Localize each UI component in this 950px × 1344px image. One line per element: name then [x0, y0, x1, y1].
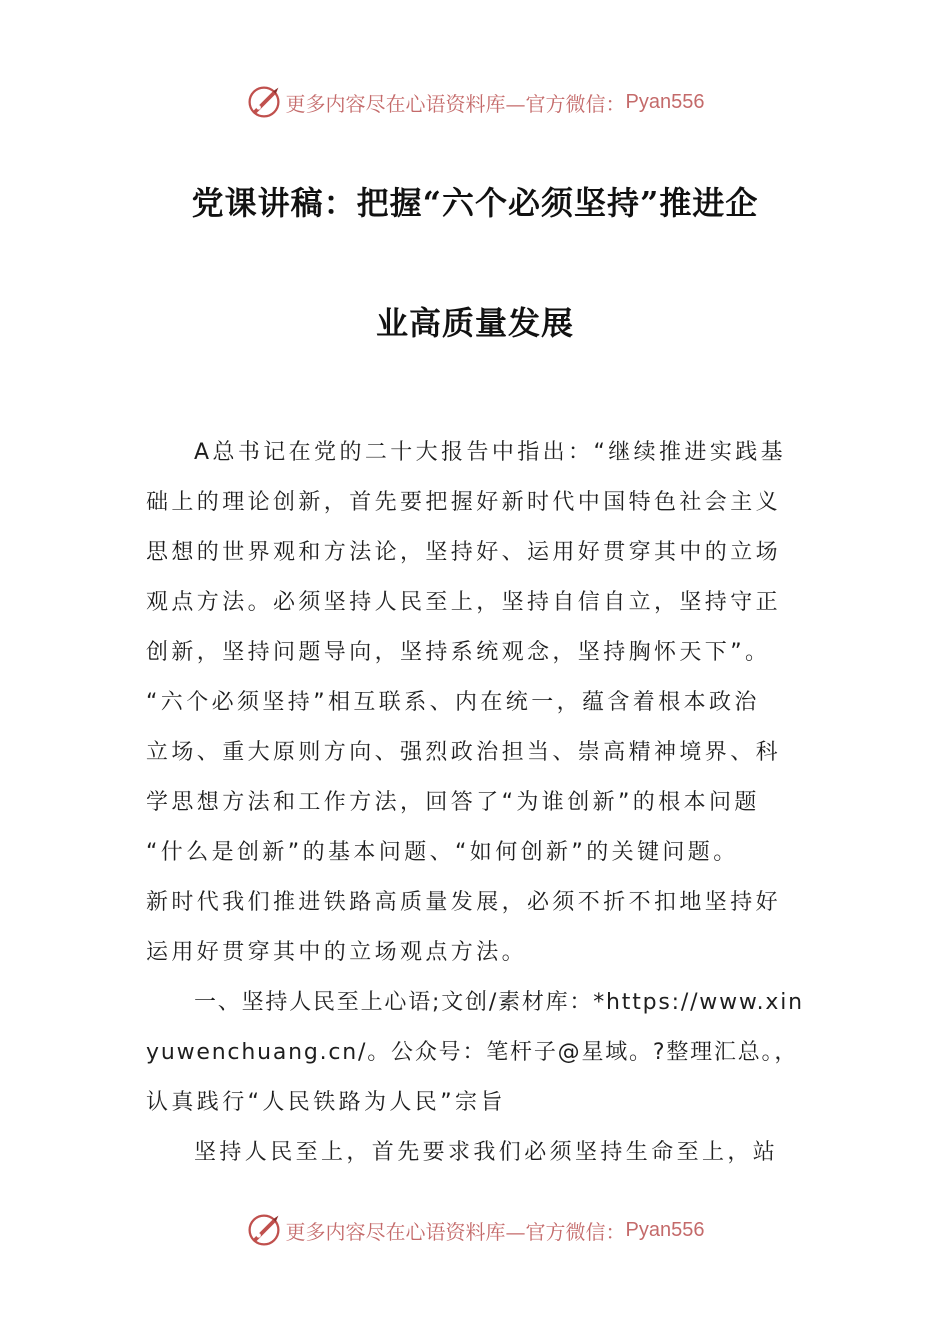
section-heading-line: 认真践行“人民铁路为人民”宗旨: [146, 1090, 506, 1115]
pen-quill-circle-icon: [246, 84, 282, 120]
body-line: “六个必须坚持”相互联系、内在统一，蕴含着根本政治: [146, 690, 760, 715]
body-line: 创新，坚持问题导向，坚持系统观念，坚持胸怀天下”。: [146, 640, 771, 665]
body-line: 思想的世界观和方法论，坚持好、运用好贯穿其中的立场: [146, 540, 782, 565]
body-line: “什么是创新”的基本问题、“如何创新”的关键问题。: [146, 840, 739, 865]
body-line: 观点方法。必须坚持人民至上，坚持自信自立，坚持守正: [146, 590, 782, 615]
pen-quill-circle-icon: [246, 1212, 282, 1248]
watermark-text-en: Pyan556: [625, 1218, 705, 1241]
body-line: 坚持人民至上，首先要求我们必须坚持生命至上，站: [194, 1140, 779, 1165]
body-line: 础上的理论创新，首先要把握好新时代中国特色社会主义: [146, 490, 782, 515]
watermark-header: [0, 82, 950, 122]
body-line: 运用好贯穿其中的立场观点方法。: [146, 940, 528, 965]
body-line: A总书记在党的二十大报告中指出：“继续推进实践基: [194, 440, 787, 465]
watermark-text-cn: 更多内容尽在心语资料库—官方微信：: [285, 1219, 626, 1244]
document-title-line-2: 业高质量发展: [375, 304, 574, 342]
body-line: 学思想方法和工作方法，回答了“为谁创新”的根本问题: [146, 790, 760, 815]
section-heading-line: yuwenchuang.cn/。公众号：笔杆子@星域。?整理汇总。，: [146, 1040, 799, 1065]
watermark-text-cn: 更多内容尽在心语资料库—官方微信：: [285, 91, 626, 116]
watermark-text-en: Pyan556: [625, 90, 705, 113]
document-title-line-1: 党课讲稿：把握“六个必须坚持”推进企: [191, 184, 759, 222]
section-heading-line: 一、坚持人民至上心语;文创/素材库：*https://www.xin: [194, 990, 804, 1015]
body-line: 立场、重大原则方向、强烈政治担当、崇高精神境界、科: [146, 740, 782, 765]
body-line: 新时代我们推进铁路高质量发展，必须不折不扣地坚持好: [146, 890, 782, 915]
document-body: [146, 428, 806, 1178]
watermark-footer: [0, 1210, 950, 1250]
